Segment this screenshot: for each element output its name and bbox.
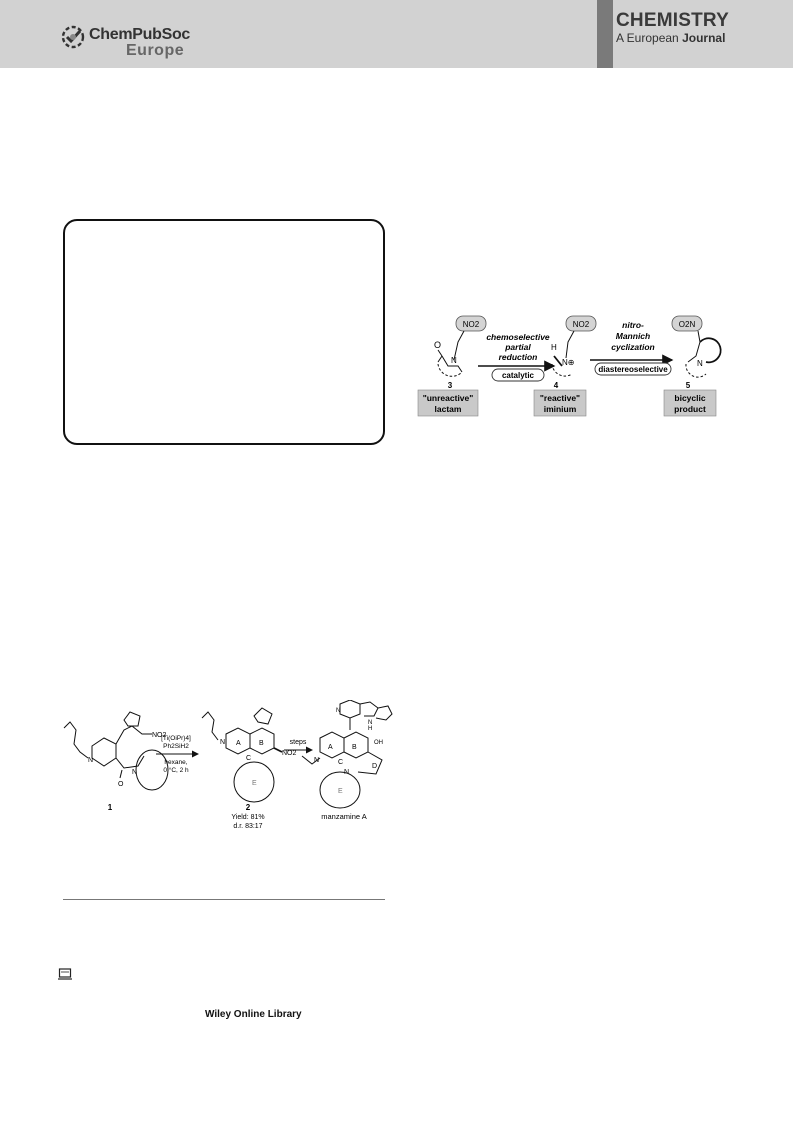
lactam-caption-2: lactam xyxy=(434,404,462,414)
wiley-online-library-link[interactable]: Wiley Online Library xyxy=(205,1009,302,1020)
nitrogen-atom-manz: N xyxy=(314,757,320,764)
compound-3-structure xyxy=(434,316,486,390)
manzamine-a-label: manzamine A xyxy=(321,812,367,821)
arrow2-line1: nitro- xyxy=(622,320,644,330)
caption-box-product xyxy=(664,390,716,416)
compound-4-structure xyxy=(551,316,596,390)
ring-e-2: E xyxy=(252,780,257,787)
journal-subtitle-bold: Journal xyxy=(682,31,726,45)
journal-subtitle-prefix: A European xyxy=(616,31,683,45)
compound-5-label: 5 xyxy=(685,381,691,390)
ring-e-label: E xyxy=(338,788,343,795)
nitrogen-atom-1b: N xyxy=(88,757,94,764)
iminium-nitrogen: N⊕ xyxy=(562,358,575,367)
nitro-label-4: NO2 xyxy=(572,320,590,329)
journal-subtitle xyxy=(616,31,725,45)
nitro-label-2: NO2 xyxy=(282,750,297,757)
catalytic-tag-text: catalytic xyxy=(501,371,535,380)
lactam-caption-1: "unreactive" xyxy=(422,393,474,403)
iminium-caption-2: iminium xyxy=(543,404,577,414)
reagent-titanium: [Ti(OiPr)4] xyxy=(161,735,191,742)
arrow2-line2: Mannich xyxy=(615,331,651,341)
product-caption-2: product xyxy=(674,404,706,414)
caption-box-iminium xyxy=(534,390,586,416)
journal-band xyxy=(597,0,613,68)
yield-value: Yield: 81% xyxy=(231,814,265,821)
nitrogen-atom-manz-b: N xyxy=(344,769,350,776)
document-icon[interactable] xyxy=(58,967,72,981)
product-caption-1: bicyclic xyxy=(674,393,706,403)
compound-2-label: 2 xyxy=(245,803,251,812)
publisher-logo[interactable] xyxy=(60,22,210,62)
publisher-region: Europe xyxy=(126,42,185,59)
diastereomeric-ratio: d.r. 83:17 xyxy=(233,823,263,830)
condition-temperature: 0 °C, 2 h xyxy=(163,767,189,774)
compound-1-structure xyxy=(64,712,168,812)
ring-c-label: C xyxy=(338,759,344,766)
pyridine-nitrogen: N xyxy=(336,708,341,714)
nitro-mannich-scheme xyxy=(414,312,764,430)
reaction-arrow-2 xyxy=(590,320,672,375)
diastereoselective-tag-text: diastereoselective xyxy=(598,365,668,374)
arrow1-line2: partial xyxy=(505,342,531,352)
condition-solvent: hexane, xyxy=(164,759,188,766)
nitro-label-5: O2N xyxy=(678,320,696,329)
publisher-name: ChemPubSoc xyxy=(89,26,191,43)
nitrogen-atom-3: N xyxy=(451,356,457,365)
nitro-label-3: NO2 xyxy=(462,320,480,329)
reaction-arrow-1 xyxy=(478,332,554,381)
manzamine-a-structure xyxy=(302,700,392,821)
compound-1-label: 1 xyxy=(107,803,113,812)
compound-5-structure xyxy=(672,316,721,390)
manzamine-synthesis-scheme xyxy=(58,700,394,840)
carbonyl-oxygen: O xyxy=(118,781,124,788)
arrow1-line3: reduction xyxy=(498,352,538,362)
nitrogen-atom-2: N xyxy=(220,739,226,746)
oxygen-atom: O xyxy=(434,340,442,350)
compound-4-label: 4 xyxy=(553,381,559,390)
arrow2-line3: cyclization xyxy=(611,342,655,352)
compound-3-label: 3 xyxy=(447,381,453,390)
steps-label: steps xyxy=(289,739,307,746)
ring-b-label: B xyxy=(352,744,357,751)
ring-d-label: D xyxy=(372,763,378,770)
graphical-abstract-frame xyxy=(63,219,385,445)
arrow1-line1: chemoselective xyxy=(486,332,550,342)
reagent-arrow xyxy=(156,735,198,774)
steps-arrow xyxy=(284,739,312,750)
nitrogen-atom-5: N xyxy=(697,359,703,368)
ring-a-label: A xyxy=(328,744,333,751)
section-divider xyxy=(63,899,385,900)
iminium-caption-1: "reactive" xyxy=(539,393,581,403)
reagent-silane: Ph2SiH2 xyxy=(163,743,189,750)
hydrogen-atom: H xyxy=(551,343,557,352)
hydroxyl-label: OH xyxy=(374,740,383,746)
indole-nh: N xyxy=(368,720,373,726)
publisher-emblem-icon xyxy=(60,24,86,50)
ring-b-2: B xyxy=(259,740,264,747)
ring-a-2: A xyxy=(236,740,241,747)
nitrogen-atom-1: N xyxy=(132,769,138,776)
nitro-label-1: NO2 xyxy=(152,732,167,739)
compound-2-structure xyxy=(202,708,297,830)
page-header xyxy=(0,0,793,68)
indole-hydrogen: H xyxy=(368,726,373,732)
caption-box-lactam xyxy=(418,390,478,416)
ring-c-2: C xyxy=(246,755,252,762)
journal-title[interactable]: CHEMISTRY xyxy=(616,10,729,31)
